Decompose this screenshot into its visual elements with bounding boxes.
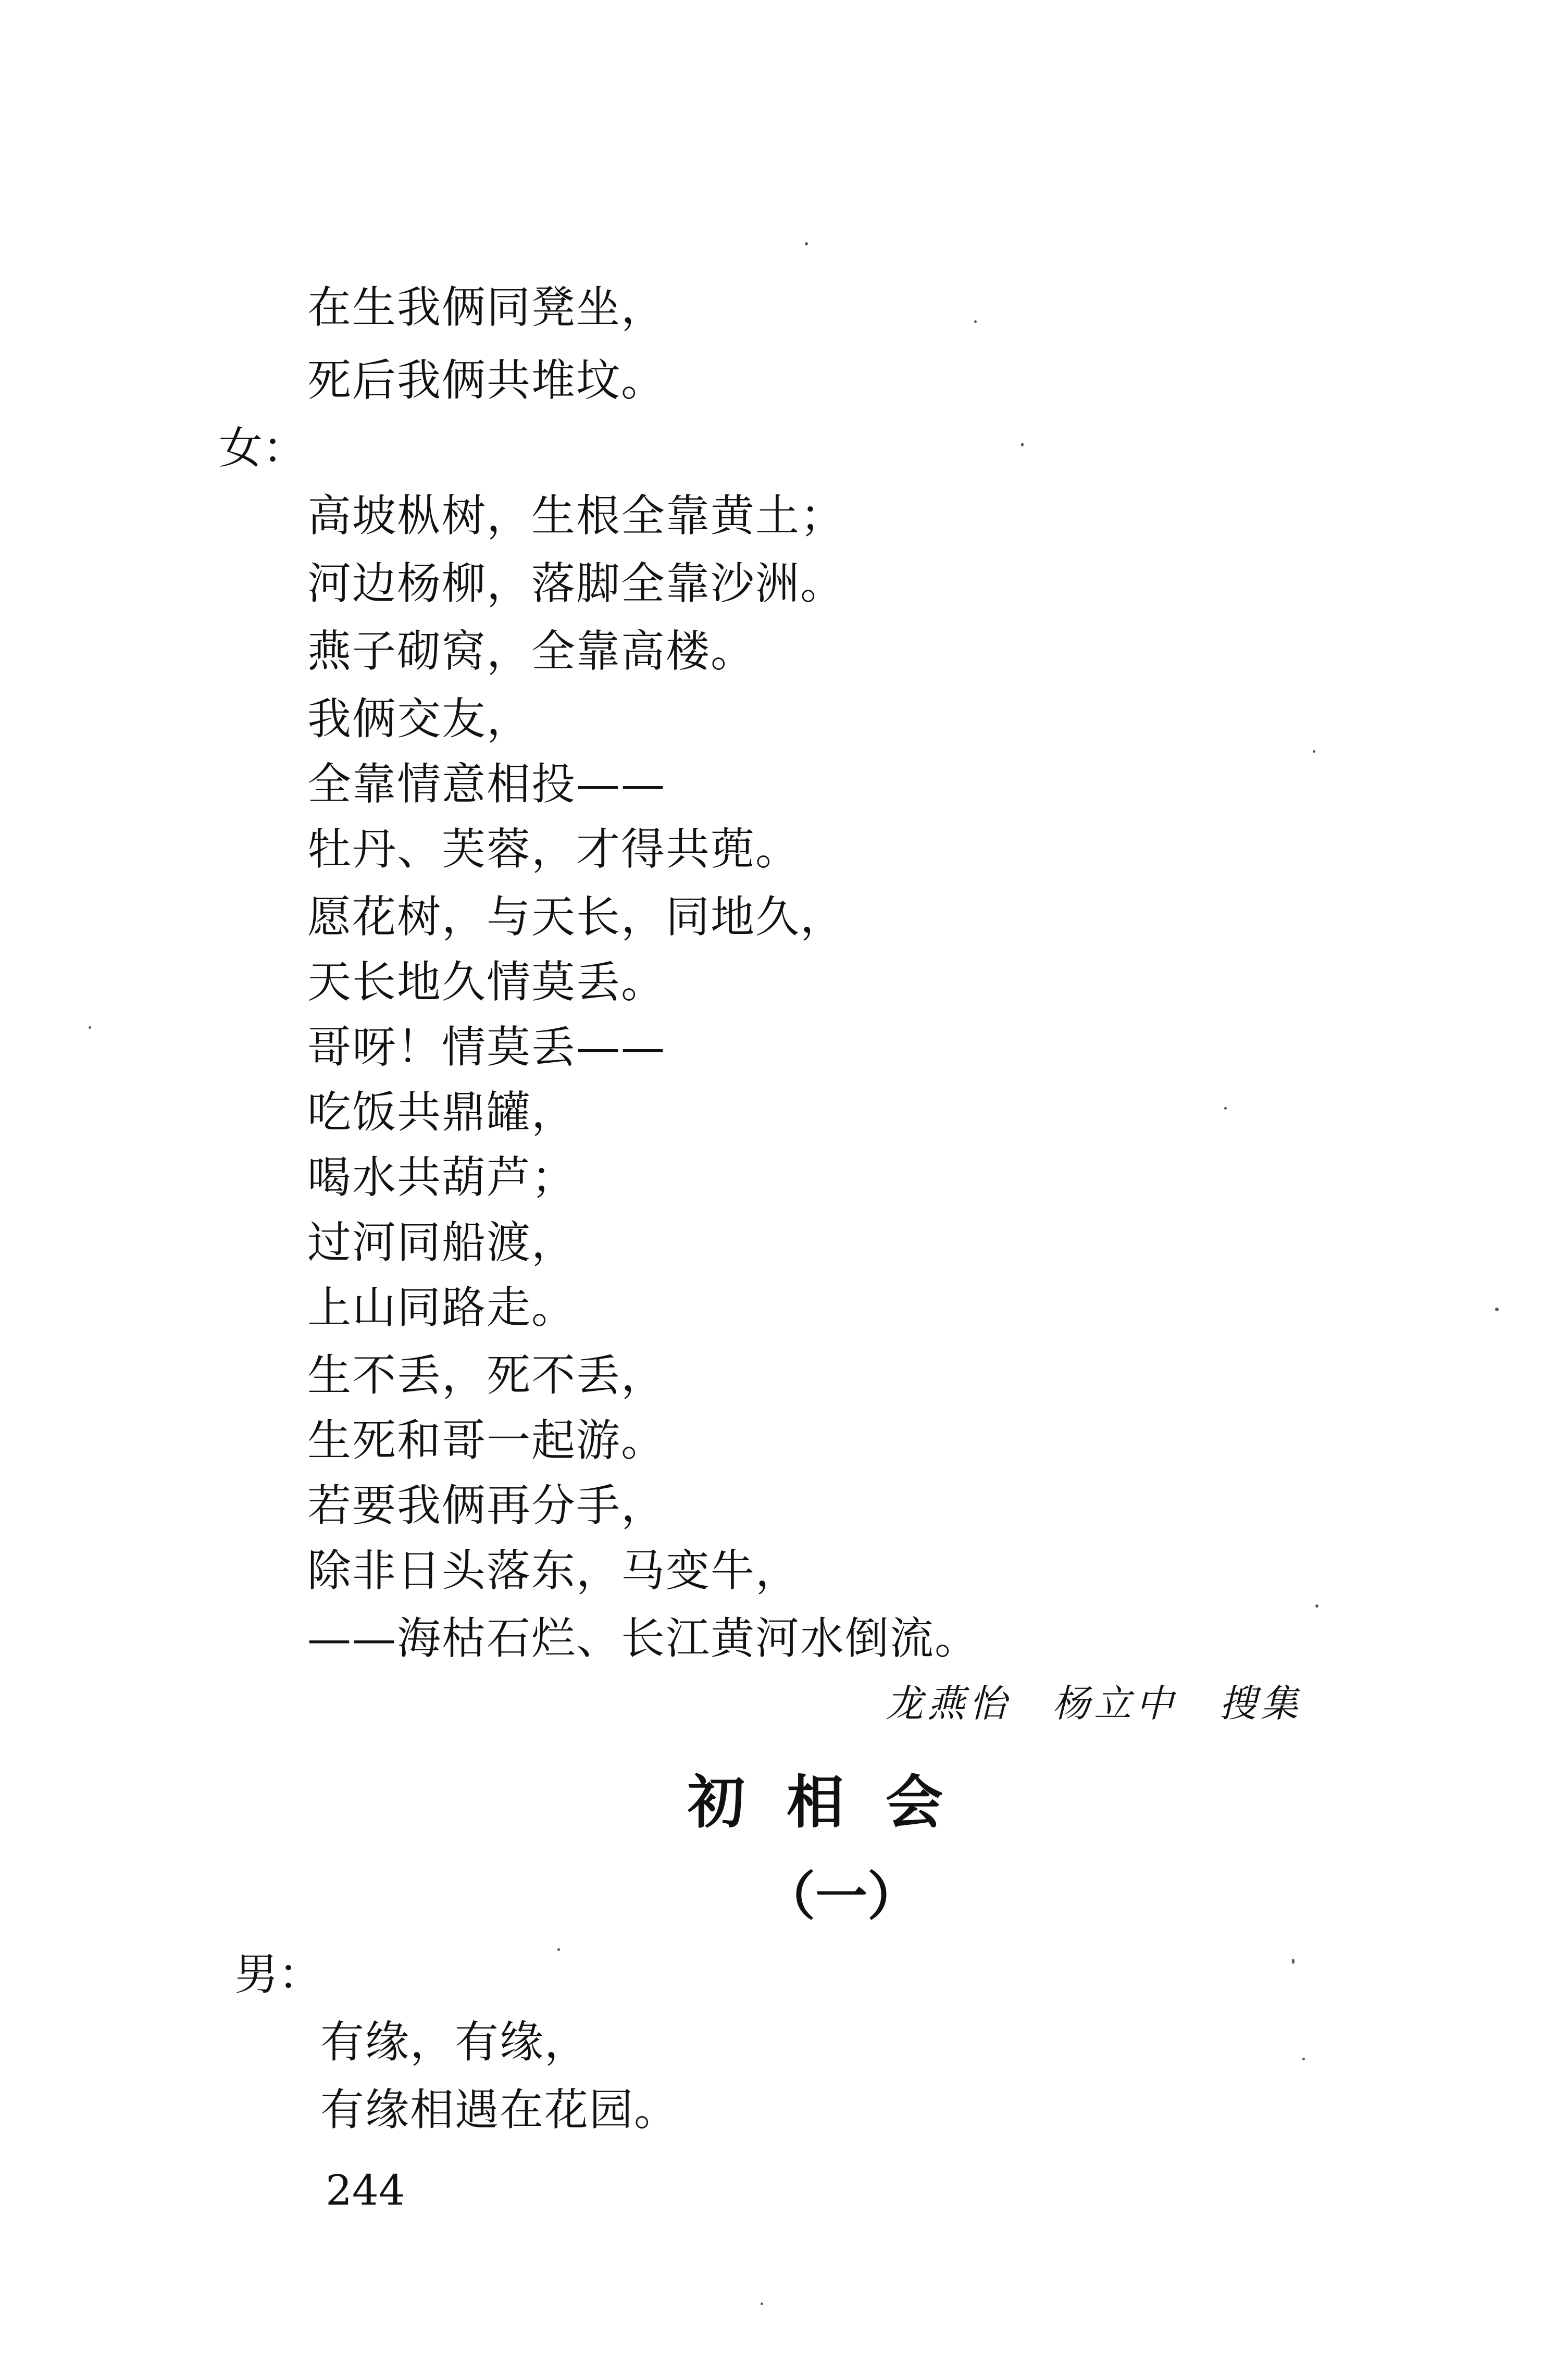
- verse-line: 除非日头落东，马变牛，: [307, 1545, 801, 1596]
- verse-line: 我俩交友，: [307, 693, 532, 744]
- verse-line: 有缘相遇在花园。: [320, 2084, 679, 2135]
- verse-line: 愿花树，与天长，同地久，: [307, 891, 845, 942]
- verse-line: 天长地久情莫丢。: [307, 956, 666, 1007]
- verse-line: 吃饭共鼎罐，: [307, 1087, 577, 1138]
- scan-speck: [1495, 1308, 1499, 1311]
- verse-line: 死后我俩共堆坟。: [307, 355, 666, 406]
- scan-speck: [557, 1948, 560, 1951]
- verse-line: 燕子砌窝，全靠高楼。: [307, 626, 756, 677]
- verse-line: 牡丹、芙蓉，才得共蔸。: [307, 824, 801, 875]
- verse-line: 上山同路走。: [307, 1282, 577, 1333]
- verse-line: 喝水共葫芦；: [307, 1152, 577, 1203]
- speaker-label-male: 男：: [234, 1949, 322, 2000]
- verse-line: 在生我俩同凳坐，: [307, 282, 666, 333]
- verse-line: 哥呀！情莫丢——: [307, 1022, 666, 1073]
- verse-line: 生不丢，死不丢，: [307, 1350, 666, 1401]
- verse-line: 过河同船渡，: [307, 1217, 577, 1268]
- verse-line: 若要我俩再分手，: [307, 1480, 666, 1531]
- verse-line: 生死和哥一起游。: [307, 1415, 666, 1466]
- scan-speck: [974, 320, 977, 323]
- scan-speck: [1292, 1959, 1295, 1964]
- scan-speck: [1224, 1107, 1227, 1110]
- verse-line: 全靠情意相投——: [307, 758, 666, 810]
- section-title: 初相会: [688, 1769, 985, 1836]
- page-number: 244: [326, 2166, 405, 2214]
- scan-speck: [1302, 2058, 1305, 2060]
- scan-speck: [1021, 443, 1024, 446]
- section-subtitle: （一）: [763, 1865, 919, 1927]
- verse-line: 有缘，有缘，: [320, 2017, 590, 2068]
- speaker-label-female: 女：: [219, 422, 307, 474]
- scan-speck: [1315, 1604, 1318, 1608]
- scan-speck: [805, 242, 808, 245]
- scan-speck: [761, 2303, 763, 2305]
- verse-line: 河边杨柳，落脚全靠沙洲。: [307, 558, 845, 609]
- verse-line: ——海枯石烂、长江黄河水倒流。: [307, 1613, 980, 1664]
- scan-speck: [1313, 750, 1315, 753]
- scan-speck: [89, 1026, 91, 1029]
- collector-credit: 龙燕怡 杨立中 搜集: [886, 1682, 1303, 1725]
- verse-line: 高坡枞树，生根全靠黄土；: [307, 490, 845, 541]
